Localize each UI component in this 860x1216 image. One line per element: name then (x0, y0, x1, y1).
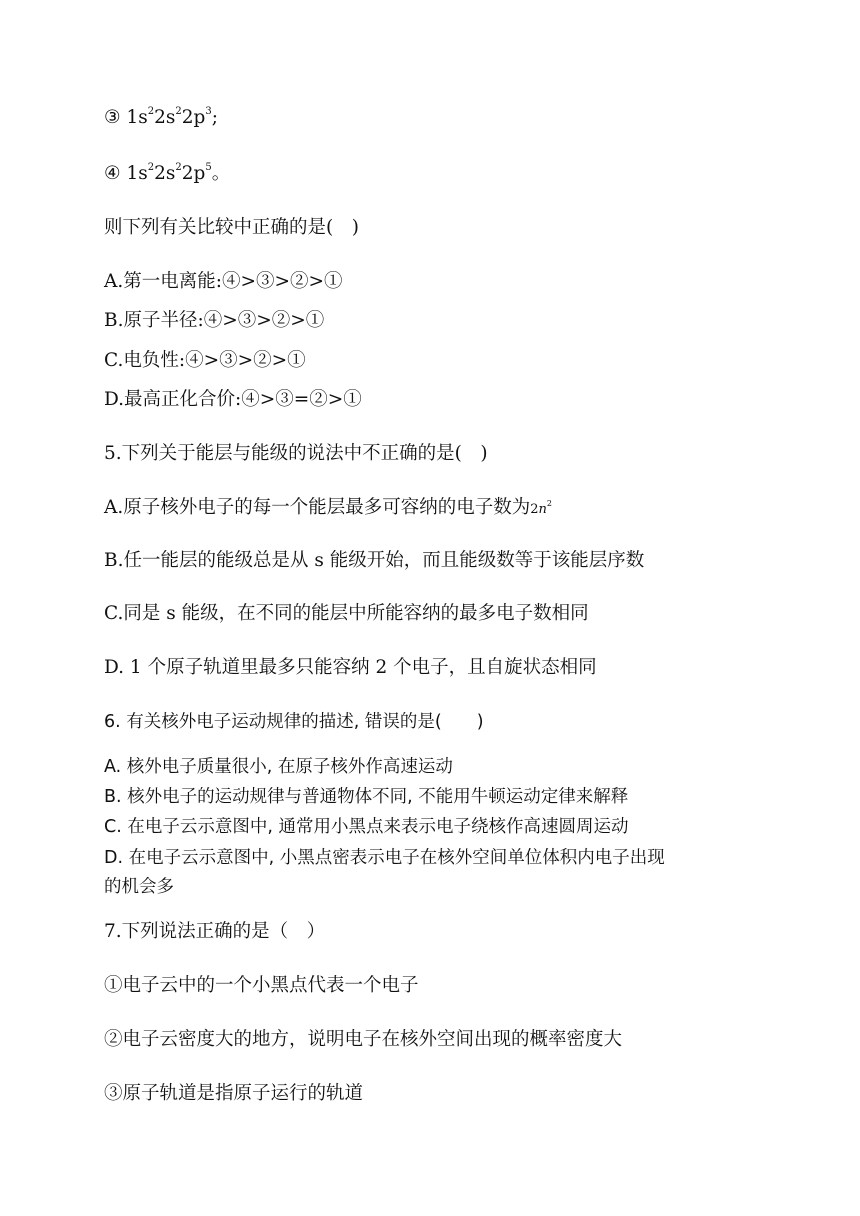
q6-option-d: D. 在电子云示意图中, 小黑点密表示电子在核外空间单位体积内电子出现 (104, 848, 665, 868)
q5-option-d: D. 1 个原子轨道里最多只能容纳 2 个电子，且自旋状态相同 (104, 657, 597, 678)
q7-stem: 7.下列说法正确的是（ ） (104, 921, 326, 942)
q6-option-d-continued: 的机会多 (104, 877, 174, 897)
q7-statement-1: ①电子云中的一个小黑点代表一个电子 (104, 975, 419, 996)
config-item-3: ③ $1s^22s^22p^3$; (104, 106, 218, 128)
q7-statement-3: ③原子轨道是指原子运行的轨道 (104, 1083, 364, 1104)
q4-option-a: A.第一电离能:④>③>②>① (104, 271, 343, 292)
q5-option-a: A.原子核外电子的每一个能层最多可容纳的电子数为$2n^2$ (104, 497, 552, 518)
q4-stem: 则下列有关比较中正确的是( ) (104, 217, 359, 238)
q5-option-c: C.同是 s 能级，在不同的能层中所能容纳的最多电子数相同 (104, 603, 589, 624)
q6-stem: 6. 有关核外电子运动规律的描述, 错误的是( ) (104, 712, 484, 732)
q4-option-b: B.原子半径:④>③>②>① (104, 310, 325, 331)
q5-option-b: B.任一能层的能级总是从 s 能级开始，而且能级数等于该能层序数 (104, 550, 645, 571)
q5-stem: 5.下列关于能层与能级的说法中不正确的是( ) (104, 443, 488, 464)
q6-option-b: B. 核外电子的运动规律与普通物体不同, 不能用牛顿运动定律来解释 (104, 787, 629, 807)
q6-option-a: A. 核外电子质量很小, 在原子核外作高速运动 (104, 757, 453, 777)
q4-option-d: D.最高正化合价:④>③=②>① (104, 389, 362, 410)
q7-statement-2: ②电子云密度大的地方，说明电子在核外空间出现的概率密度大 (104, 1029, 623, 1050)
q6-option-c: C. 在电子云示意图中, 通常用小黑点来表示电子绕核作高速圆周运动 (104, 817, 629, 837)
config-item-4: ④ $1s^22s^22p^5$。 (104, 162, 231, 184)
q4-option-c: C.电负性:④>③>②>① (104, 350, 306, 371)
